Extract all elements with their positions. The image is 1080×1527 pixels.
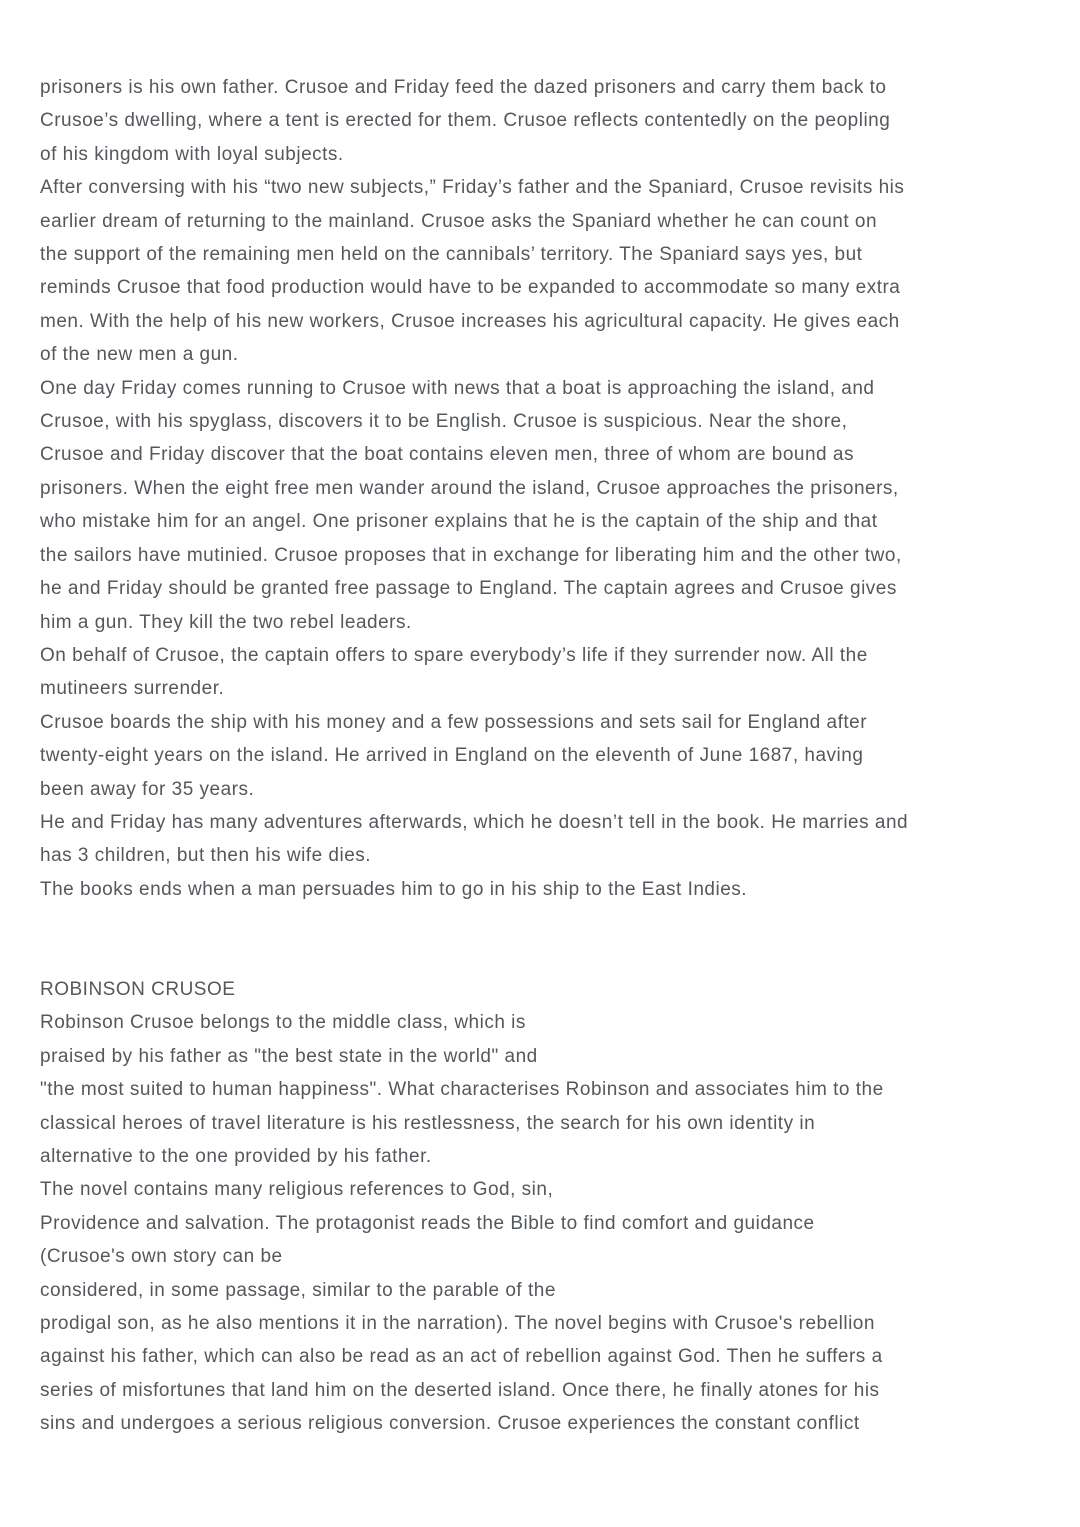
- text-line: been away for 35 years.: [40, 778, 255, 800]
- text-line: men. With the help of his new workers, Crusoe increases his agricultural capacity. He gives each: [40, 310, 900, 332]
- text-line: Providence and salvation. The protagonist reads the Bible to find comfort and guidance: [40, 1212, 815, 1234]
- text-line: Robinson Crusoe belongs to the middle class, which is: [40, 1012, 526, 1034]
- text-line: ROBINSON CRUSOE: [40, 978, 236, 1000]
- text-line: sins and undergoes a serious religious conversion. Crusoe experiences the constant conflict: [40, 1413, 860, 1435]
- text-line: of the new men a gun.: [40, 344, 239, 366]
- text-line: Crusoe, with his spyglass, discovers it to be English. Crusoe is suspicious. Near the shore,: [40, 411, 848, 433]
- text-line: classical heroes of travel literature is his restlessness, the search for his own identity in: [40, 1112, 816, 1134]
- text-line: prisoners is his own father. Crusoe and Friday feed the dazed prisoners and carry them back to: [40, 77, 887, 98]
- text-line: reminds Crusoe that food production would have to be expanded to accommodate so many extra: [40, 277, 901, 299]
- text-line: who mistake him for an angel. One prisoner explains that he is the captain of the ship and that: [40, 511, 878, 533]
- text-line: [40, 940, 1040, 973]
- text-line: The books ends when a man persuades him to go in his ship to the East Indies.: [40, 878, 748, 900]
- text-line: he and Friday should be granted free passage to England. The captain agrees and Crusoe gives: [40, 578, 897, 600]
- text-line: twenty-eight years on the island. He arrived in England on the eleventh of June 1687, having: [40, 745, 864, 767]
- text-line: He and Friday has many adventures afterwards, which he doesn’t tell in the book. He marries and: [40, 811, 909, 833]
- text-line: mutineers surrender.: [40, 678, 225, 700]
- text-line: has 3 children, but then his wife dies.: [40, 845, 372, 867]
- text-line: considered, in some passage, similar to the parable of the: [40, 1279, 556, 1301]
- text-line: of his kingdom with loyal subjects.: [40, 143, 344, 165]
- text-line: the support of the remaining men held on the cannibals’ territory. The Spaniard says yes, but: [40, 244, 863, 266]
- text-line: On behalf of Crusoe, the captain offers to spare everybody’s life if they surrender now. All the: [40, 644, 868, 666]
- text-line: Crusoe’s dwelling, where a tent is erected for them. Crusoe reflects contentedly on the peopling: [40, 110, 891, 132]
- text-line: [40, 906, 1040, 939]
- text-line: praised by his father as "the best state in the world" and: [40, 1045, 538, 1067]
- text-line: earlier dream of returning to the mainland. Crusoe asks the Spaniard whether he can count on: [40, 210, 878, 232]
- text-line: Crusoe and Friday discover that the boat contains eleven men, three of whom are bound as: [40, 444, 854, 466]
- text-line: the sailors have mutinied. Crusoe proposes that in exchange for liberating him and the other two,: [40, 544, 902, 566]
- text-line: prodigal son, as he also mentions it in the narration). The novel begins with Crusoe's rebellion: [40, 1313, 875, 1334]
- text-line: Crusoe boards the ship with his money and a few possessions and sets sail for England after: [40, 711, 868, 733]
- text-line: After conversing with his “two new subjects,” Friday’s father and the Spaniard, Crusoe revisits his: [40, 177, 905, 199]
- text-line: The novel contains many religious references to God, sin,: [40, 1179, 554, 1201]
- text-line: against his father, which can also be read as an act of rebellion against God. Then he suffers a: [40, 1346, 883, 1368]
- text-line: prisoners. When the eight free men wander around the island, Crusoe approaches the prisoners,: [40, 477, 899, 499]
- text-line: alternative to the one provided by his father.: [40, 1145, 432, 1167]
- text-line: One day Friday comes running to Crusoe with news that a boat is approaching the island, and: [40, 377, 875, 399]
- text-line: "the most suited to human happiness". What characterises Robinson and associates him to the: [40, 1079, 884, 1101]
- text-line: him a gun. They kill the two rebel leaders.: [40, 611, 412, 633]
- text-line: (Crusoe's own story can be: [40, 1246, 283, 1268]
- text-line: series of misfortunes that land him on the deserted island. Once there, he finally atones for his: [40, 1379, 880, 1401]
